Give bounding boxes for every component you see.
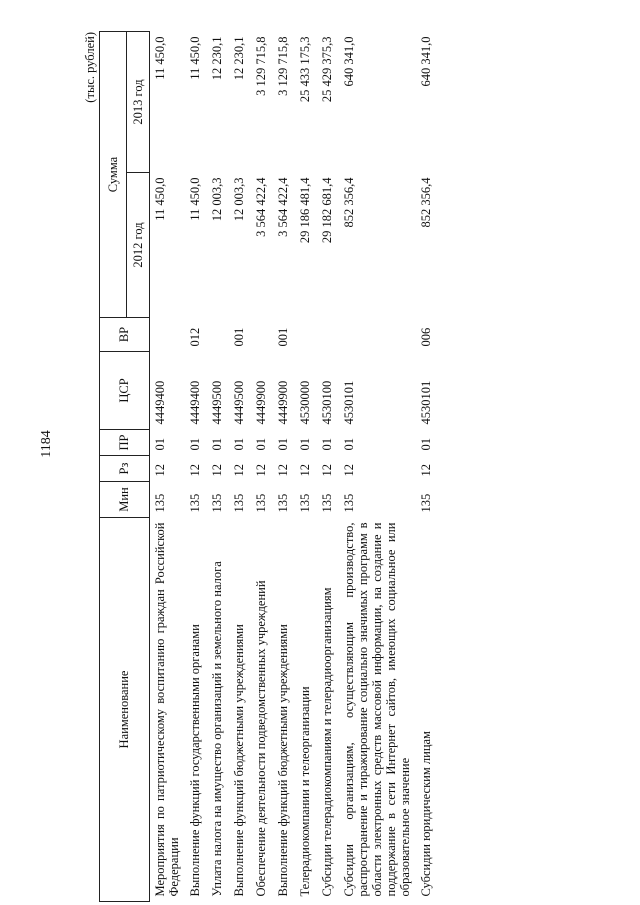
row-min: 135 <box>188 493 202 513</box>
row-min: 135 <box>342 493 356 513</box>
rotated-page-content <box>82 32 612 902</box>
header-vr: ВР <box>100 318 150 352</box>
row-csr: 4449900 <box>254 380 268 425</box>
row-min: 135 <box>298 493 312 513</box>
row-vr <box>317 318 339 352</box>
table-row <box>416 32 438 902</box>
row-csr: 4449500 <box>232 380 246 425</box>
row-rz: 12 <box>276 464 290 477</box>
row-amount-2013: 640 341,0 <box>342 36 356 87</box>
row-pr: 01 <box>276 438 290 451</box>
row-amount-2012: 29 186 481,4 <box>298 177 312 244</box>
row-rz: 12 <box>188 464 202 477</box>
units-note: (тыс. рублей) <box>83 32 97 103</box>
row-min: 135 <box>419 493 433 513</box>
row-name: Субсидии юридическим лицам <box>419 731 433 897</box>
row-min: 135 <box>276 493 290 513</box>
row-amount-2012: 12 003,3 <box>232 177 246 222</box>
row-amount-2013: 25 429 375,3 <box>320 36 334 103</box>
row-amount-2012: 29 182 681,4 <box>320 177 334 244</box>
row-min: 135 <box>232 493 246 513</box>
row-amount-2013: 25 433 175,3 <box>298 36 312 103</box>
row-pr: 01 <box>254 438 268 451</box>
row-vr <box>207 318 229 352</box>
row-csr: 4449400 <box>188 380 202 425</box>
row-vr: 006 <box>419 327 433 347</box>
table-row <box>185 32 207 902</box>
row-amount-2013: 12 230,1 <box>210 36 224 81</box>
row-csr: 4530100 <box>320 380 334 425</box>
row-vr <box>150 318 186 352</box>
row-csr: 4530101 <box>419 380 433 425</box>
row-csr: 4449900 <box>276 380 290 425</box>
row-pr: 01 <box>419 438 433 451</box>
row-rz: 12 <box>298 464 312 477</box>
row-rz: 12 <box>153 464 167 477</box>
row-amount-2012: 852 356,4 <box>419 177 433 228</box>
row-min: 135 <box>320 493 334 513</box>
row-pr: 01 <box>298 438 312 451</box>
row-vr: 012 <box>188 327 202 347</box>
row-amount-2012: 3 564 422,4 <box>276 177 290 237</box>
row-rz: 12 <box>232 464 246 477</box>
row-name: Субсидии организациям, осуществляющим производство, распространение и тиражирование социально значимых программ в области электронных средств массовой информации, на создание и поддержание в сети Интернет сайтов, имеющих социальное или образовательное значение <box>342 522 412 897</box>
table-row <box>150 32 186 902</box>
row-name: Выполнение функций государственными органами <box>188 624 202 897</box>
row-vr <box>295 318 317 352</box>
row-pr: 01 <box>188 438 202 451</box>
budget-table <box>99 31 438 902</box>
table-row <box>273 32 295 902</box>
header-year-2012: 2012 год <box>127 173 150 318</box>
row-name: Уплата налога на имущество организаций и земельного налога <box>210 561 224 897</box>
row-amount-2012: 11 450,0 <box>153 177 167 221</box>
row-pr: 01 <box>153 438 167 451</box>
row-amount-2013: 3 129 715,8 <box>276 36 290 96</box>
row-vr <box>339 318 416 352</box>
row-name: Мероприятия по патриотическому воспитанию граждан Российской Федерации <box>153 522 181 897</box>
header-min: Мин <box>100 482 150 518</box>
row-pr: 01 <box>320 438 334 451</box>
row-amount-2012: 12 003,3 <box>210 177 224 222</box>
row-rz: 12 <box>342 464 356 477</box>
row-amount-2013: 11 450,0 <box>153 36 167 80</box>
header-name: Наименование <box>100 518 150 902</box>
row-vr <box>251 318 273 352</box>
header-csr: ЦСР <box>100 352 150 430</box>
row-pr: 01 <box>210 438 224 451</box>
header-rz: Рз <box>100 456 150 482</box>
row-vr: 001 <box>276 327 290 347</box>
row-csr: 4530000 <box>298 380 312 425</box>
page-number: 1184 <box>39 430 54 458</box>
row-csr: 4530101 <box>342 380 356 425</box>
row-amount-2013: 11 450,0 <box>188 36 202 80</box>
row-rz: 12 <box>419 464 433 477</box>
row-amount-2012: 11 450,0 <box>188 177 202 221</box>
table-row <box>317 32 339 902</box>
row-csr: 4449400 <box>153 380 167 425</box>
row-amount-2012: 3 564 422,4 <box>254 177 268 237</box>
row-pr: 01 <box>342 438 356 451</box>
row-min: 135 <box>153 493 167 513</box>
row-csr: 4449500 <box>210 380 224 425</box>
table-row <box>295 32 317 902</box>
row-amount-2013: 12 230,1 <box>232 36 246 81</box>
row-rz: 12 <box>320 464 334 477</box>
row-min: 135 <box>210 493 224 513</box>
row-rz: 12 <box>254 464 268 477</box>
header-sum: Сумма <box>100 32 127 318</box>
row-min: 135 <box>254 493 268 513</box>
table-row <box>207 32 229 902</box>
row-amount-2013: 640 341,0 <box>419 36 433 87</box>
row-name: Обеспечение деятельности подведомственных учреждений <box>254 580 268 897</box>
header-year-2013: 2013 год <box>127 32 150 173</box>
table-row <box>229 32 251 902</box>
row-name: Субсидии телерадиокомпаниям и телерадиоорганизациям <box>320 587 334 897</box>
table-row <box>339 32 416 902</box>
table-row <box>251 32 273 902</box>
row-name: Выполнение функций бюджетными учреждениями <box>232 624 246 897</box>
row-amount-2013: 3 129 715,8 <box>254 36 268 96</box>
row-vr: 001 <box>232 327 246 347</box>
row-rz: 12 <box>210 464 224 477</box>
row-amount-2012: 852 356,4 <box>342 177 356 228</box>
row-pr: 01 <box>232 438 246 451</box>
header-pr: ПР <box>100 430 150 456</box>
table-body <box>150 32 439 902</box>
row-name: Выполнение функций бюджетными учреждениями <box>276 624 290 897</box>
row-name: Телерадиокомпании и телеорганизации <box>298 686 312 897</box>
